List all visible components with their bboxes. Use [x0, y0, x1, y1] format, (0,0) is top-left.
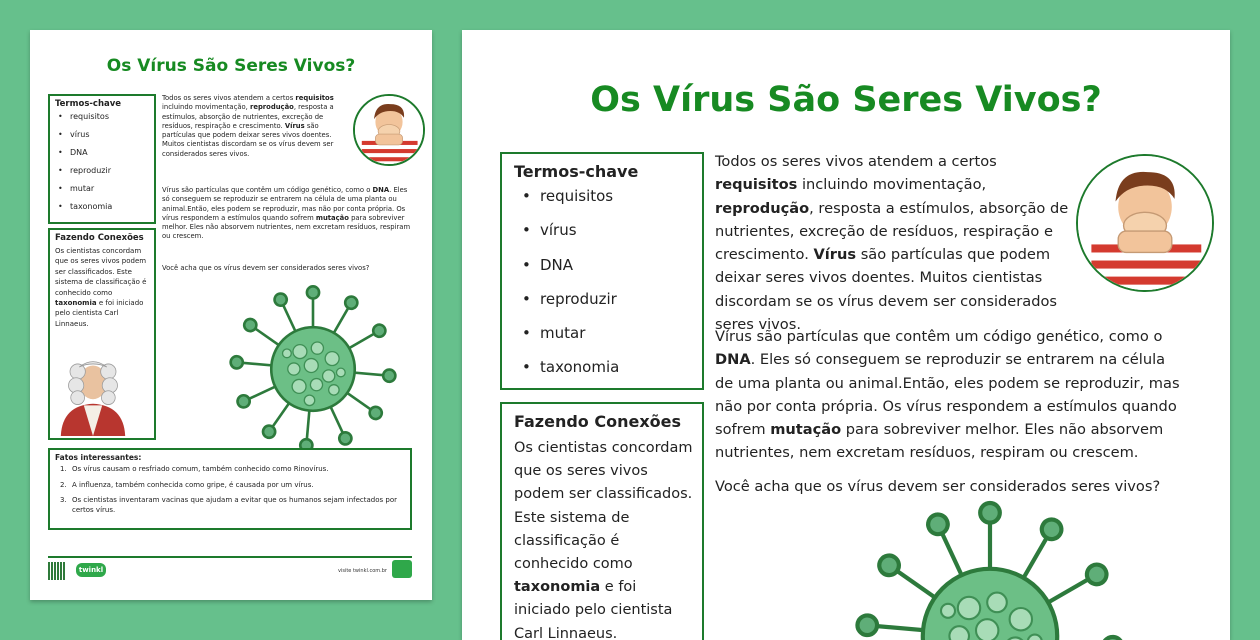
preview-facts-heading: Fatos interessantes:	[55, 453, 142, 462]
sneezing-boy-circle	[1076, 154, 1214, 292]
qr-code-icon	[48, 562, 66, 580]
paragraph-1: Todos os seres vivos atendem a certos requisitos incluindo movimentação, reprodução, resposta a estímulos, absorção de nutrientes, excreção de resíduos, respiração e crescimento. Vírus são partículas que podem deixar seres vivos doentes. Muitos cientistas discordam se os vírus devem ser considerados seres vivos.	[715, 153, 1069, 334]
list-item: • vírus	[502, 221, 702, 255]
preview-facts-list	[50, 465, 410, 515]
key-terms-list	[502, 187, 702, 393]
list-item: Os cientistas inventaram vacinas que ajudam a evitar que os humanos sejam infectados por certos vírus.	[72, 496, 398, 514]
preview-paragraph-1: Todos os seres vivos atendem a certos requisitos incluindo movimentação, reprodução, resposta a estímulos, absorção de nutrientes, excreção de resíduos, respiração e crescimento. Vírus são partículas que podem deixar seres vivos doentes. Muitos cientistas discordam se os vírus devem ser considerados seres vivos.	[162, 94, 334, 158]
preview-facts-box	[48, 448, 412, 530]
sneezing-boy-illustration	[1078, 156, 1212, 290]
preview-key-terms-heading: Termos-chave	[55, 99, 122, 109]
twinkl-badge-icon	[392, 560, 412, 578]
preview-connections-text: Os cientistas concordam que os seres vivos podem ser classificados. Este sistema de classificação é conhecido como taxonomia e foi iniciado pelo cientista Carl Linnaeus.	[55, 247, 147, 328]
preview-key-terms-box	[48, 94, 156, 224]
preview-title: Os Vírus São Seres Vivos?	[106, 56, 356, 76]
preview-connections-box	[48, 228, 156, 440]
preview-sneezing-boy-circle	[353, 94, 425, 166]
list-item: • DNA	[502, 256, 702, 290]
paragraph-2: Vírus são partículas que contêm um código genético, como o DNA. Eles só conseguem se reproduzir se entrarem na célula de uma planta ou animal.Então, eles podem se reproduzir, mas não por conta própria. Os vírus respondem a estímulos quando sofrem mutação para sobreviver melhor. Eles não absorvem nutrientes, nem excretam resíduos, respiram ou crescem.	[715, 328, 1180, 462]
question-text: Você acha que os vírus devem ser considerados seres vivos?	[715, 478, 1161, 495]
page-title: Os Vírus São Seres Vivos?	[590, 80, 1102, 120]
carl-linnaeus-portrait	[52, 344, 134, 436]
list-item: • DNA	[50, 148, 154, 166]
sneezing-boy-illustration	[355, 96, 423, 164]
twinkl-logo: twinkl	[76, 563, 106, 577]
connections-text: Os cientistas concordam que os seres vivos podem ser classificados. Este sistema de classificação é conhecido como taxonomia e foi iniciado pelo cientista Carl Linnaeus.	[514, 440, 693, 640]
preview-virus-illustration	[218, 282, 408, 456]
list-item: A influenza, também conhecida como gripe, é causada por um vírus.	[72, 480, 314, 489]
list-item: • reproduzir	[50, 166, 154, 184]
list-item: • requisitos	[50, 112, 154, 130]
list-item: • taxonomia	[50, 202, 154, 220]
list-item: • mutar	[50, 184, 154, 202]
preview-website: visite twinkl.com.br	[338, 568, 387, 574]
list-item: Os vírus causam o resfriado comum, também conhecido como Rinovírus.	[72, 465, 329, 473]
preview-paragraph-2: Vírus são partículas que contêm um código genético, como o DNA. Eles só conseguem se reproduzir se entrarem na célula de uma planta ou animal.Então, eles podem se reproduzir, mas não por conta própria. Os vírus respondem a estímulos quando sofrem mutação para sobreviver melhor. Eles não absorvem nutrientes, nem excretam resíduos, respiram ou crescem.	[162, 186, 411, 241]
list-item: • mutar	[502, 324, 702, 358]
key-terms-heading: Termos-chave	[514, 162, 639, 181]
virus-illustration	[840, 496, 1140, 640]
list-item: • vírus	[50, 130, 154, 148]
worksheet-preview	[30, 30, 432, 600]
key-terms-box	[500, 152, 704, 390]
preview-footer-rule	[48, 556, 412, 558]
list-item: • reproduzir	[502, 290, 702, 324]
preview-connections-heading: Fazendo Conexões	[55, 233, 144, 243]
preview-question: Você acha que os vírus devem ser considerados seres vivos?	[162, 264, 370, 272]
worksheet-zoomed	[462, 30, 1230, 640]
connections-heading: Fazendo Conexões	[514, 412, 682, 431]
preview-key-terms-list	[50, 112, 154, 220]
connections-box	[500, 402, 704, 640]
list-item: • taxonomia	[502, 358, 702, 392]
list-item: • requisitos	[502, 187, 702, 221]
